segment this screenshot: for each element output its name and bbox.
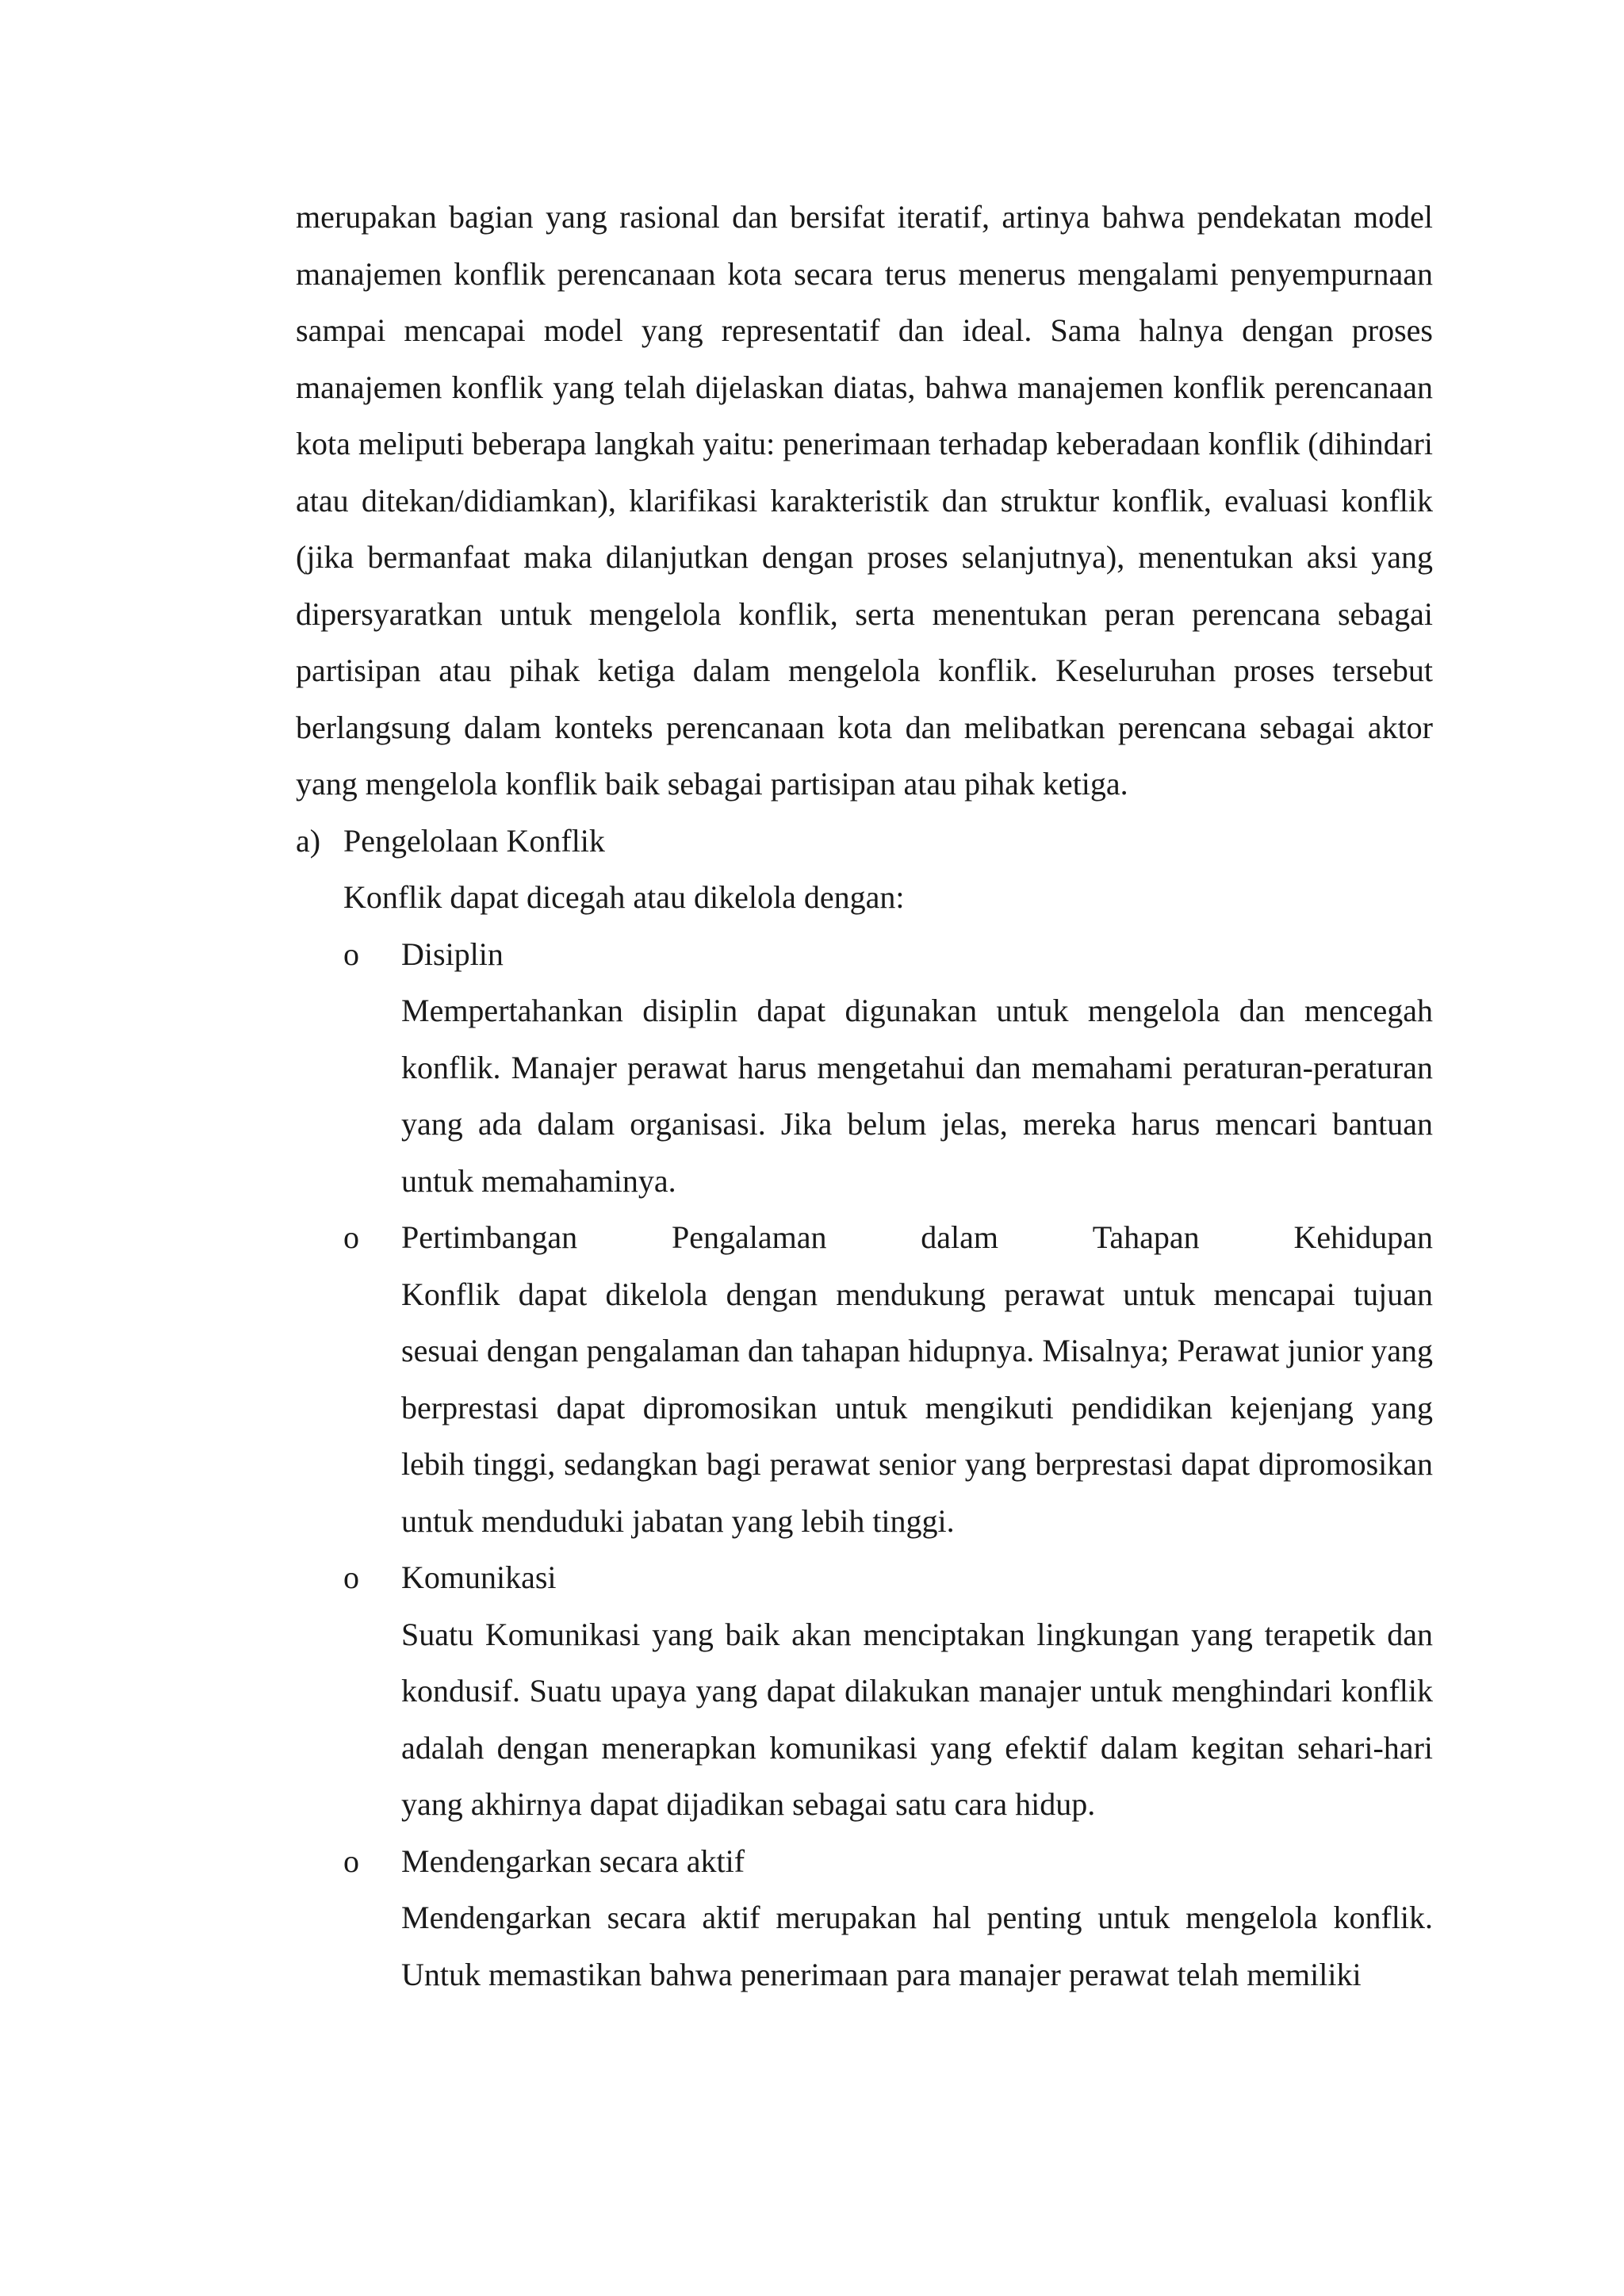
list-item-komunikasi xyxy=(343,1549,1433,1833)
section-a-marker: a) xyxy=(296,822,321,859)
bullet-marker: o xyxy=(343,1843,359,1879)
list-item-title xyxy=(401,1209,1433,1266)
page-content xyxy=(296,189,1433,2003)
list-item-body: Mendengarkan secara aktif merupakan hal penting untuk mengelola konflik. Untuk memastikan bahwa penerimaan para manajer perawat telah memiliki xyxy=(401,1900,1433,1992)
management-methods-list xyxy=(296,926,1433,2003)
list-item-body: Suatu Komunikasi yang baik akan menciptakan lingkungan yang terapetik dan kondusif. Suatu upaya yang dapat dilakukan manajer untuk menghindari konflik adalah dengan menerapkan komunikasi yang efektif dalam kegitan sehari-hari yang akhirnya dapat dijadikan sebagai satu cara hidup. xyxy=(401,1616,1433,1822)
section-a-intro: Konflik dapat dicegah atau dikelola dengan: xyxy=(343,879,905,915)
list-item-title: Mendengarkan secara aktif xyxy=(401,1843,745,1879)
title-word: dalam xyxy=(921,1219,998,1255)
list-item-pertimbangan xyxy=(343,1209,1433,1549)
list-item-mendengarkan xyxy=(343,1833,1433,2003)
title-word: Tahapan xyxy=(1092,1219,1200,1255)
list-item-disiplin xyxy=(343,926,1433,1210)
title-word: Pertimbangan xyxy=(401,1219,578,1255)
list-item-body: Mempertahankan disiplin dapat digunakan untuk mengelola dan mencegah konflik. Manajer perawat harus mengetahui dan memahami peraturan-peraturan yang ada dalam organisasi. Jika belum jelas, mereka harus mencari bantuan untuk memahaminya. xyxy=(401,993,1433,1199)
bullet-marker: o xyxy=(343,1219,359,1255)
title-word: Pengalaman xyxy=(671,1219,827,1255)
section-a-heading xyxy=(296,813,1433,870)
bullet-marker: o xyxy=(343,1559,359,1595)
section-a-title: Pengelolaan Konflik xyxy=(343,822,605,859)
title-word: Kehidupan xyxy=(1293,1219,1433,1255)
list-item-body: Konflik dapat dikelola dengan mendukung perawat untuk mencapai tujuan sesuai dengan pengalaman dan tahapan hidupnya. Misalnya; Perawat junior yang berprestasi dapat dipromosikan untuk mengikuti pendidikan kejenjang yang lebih tinggi, sedangkan bagi perawat senior yang berprestasi dapat dipromosikan untuk menduduki jabatan yang lebih tinggi. xyxy=(401,1276,1433,1539)
intro-paragraph: merupakan bagian yang rasional dan bersifat iteratif, artinya bahwa pendekatan model manajemen konflik perencanaan kota secara terus menerus mengalami penyempurnaan sampai mencapai model yang representatif dan ideal. Sama halnya dengan proses manajemen konflik yang telah dijelaskan diatas, bahwa manajemen konflik perencanaan kota meliputi beberapa langkah yaitu: penerimaan terhadap keberadaan konflik (dihindari atau ditekan/didiamkan), klarifikasi karakteristik dan struktur konflik, evaluasi konflik (jika bermanfaat maka dilanjutkan dengan proses selanjutnya), menentukan aksi yang dipersyaratkan untuk mengelola konflik, serta menentukan peran perencana sebagai partisipan atau pihak ketiga dalam mengelola konflik. Keseluruhan proses tersebut berlangsung dalam konteks perencanaan kota dan melibatkan perencana sebagai aktor yang mengelola konflik baik sebagai partisipan atau pihak ketiga. xyxy=(296,199,1433,802)
list-item-title: Komunikasi xyxy=(401,1559,557,1595)
bullet-marker: o xyxy=(343,936,359,972)
list-item-title: Disiplin xyxy=(401,936,504,972)
